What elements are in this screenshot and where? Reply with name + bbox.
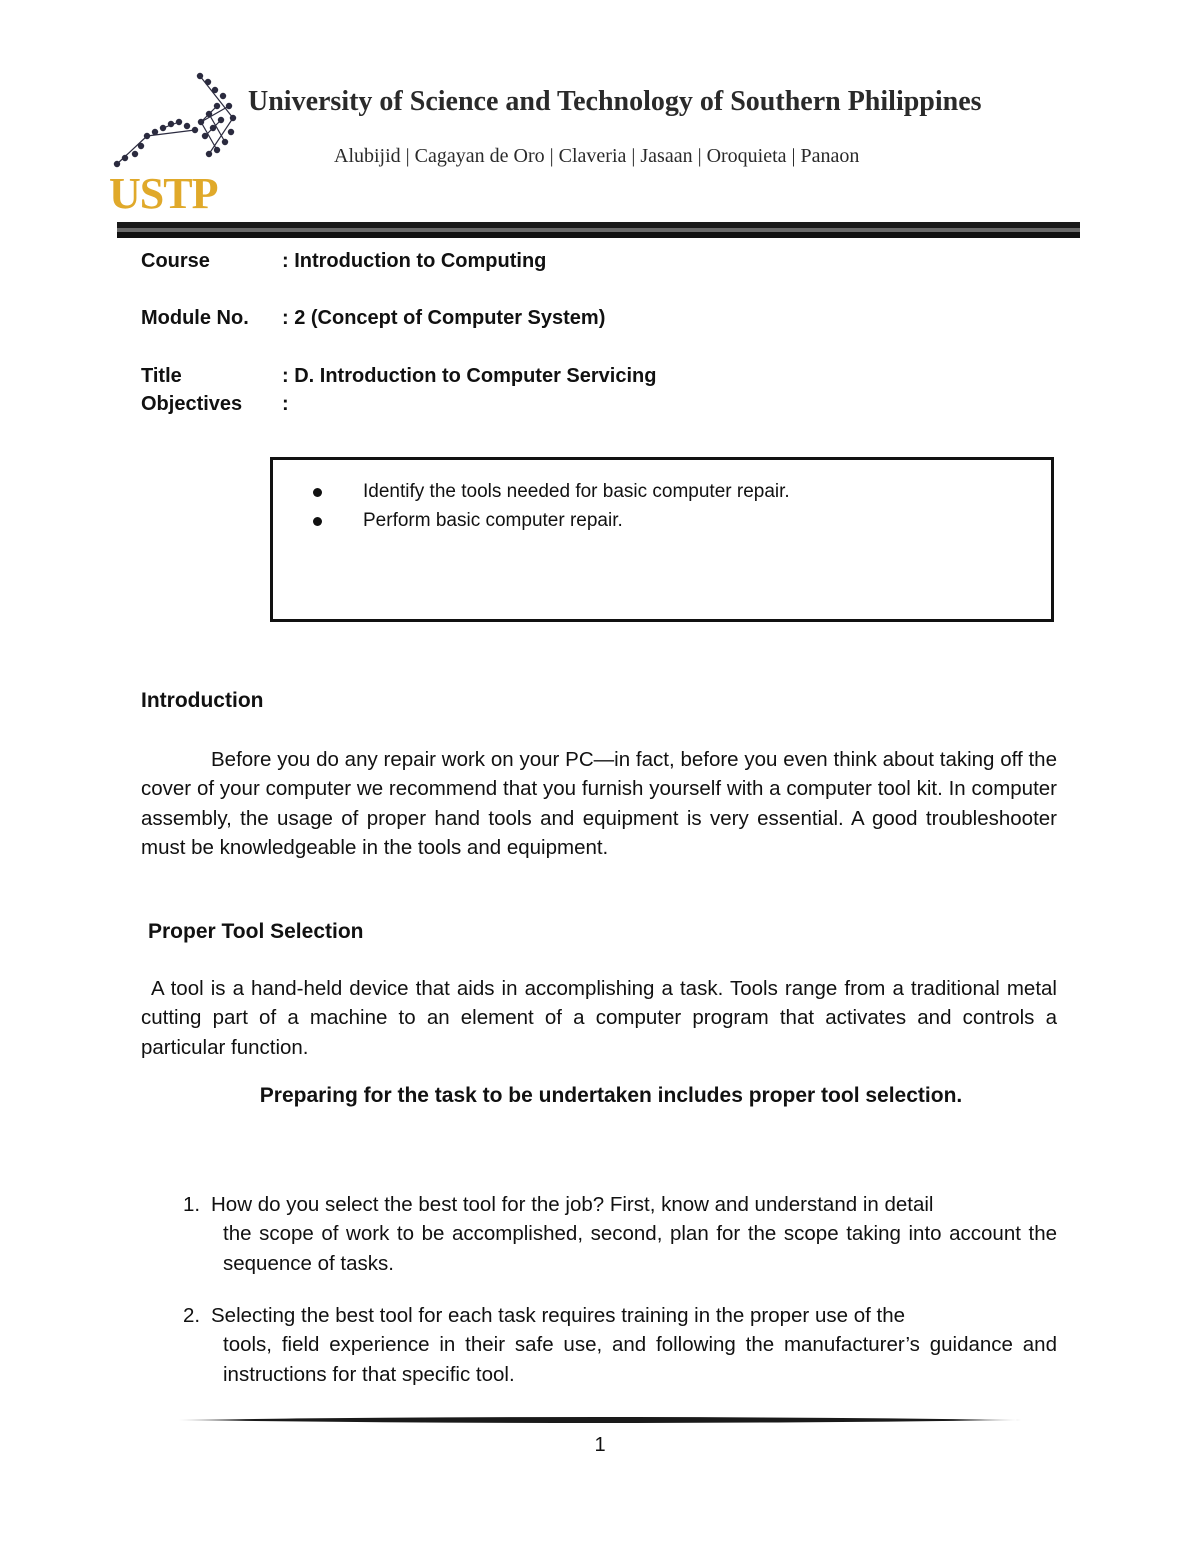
objectives-colon: : bbox=[282, 393, 289, 415]
objectives-box bbox=[270, 457, 1054, 622]
item-number: 1. bbox=[183, 1193, 201, 1216]
tool-selection-paragraph: A tool is a hand-held device that aids in accomplishing a task. Tools range from a traditional metal cutting part of a machine to an element of a computer program that activates and controls a particular function. bbox=[141, 977, 1057, 1059]
logo-wordmark: USTP bbox=[109, 169, 218, 218]
page-number: 1 bbox=[594, 1434, 606, 1456]
objective-text: Identify the tools needed for basic computer repair. bbox=[363, 481, 790, 502]
item-number: 2. bbox=[183, 1304, 201, 1327]
objective-item bbox=[273, 506, 1051, 535]
objectives-row bbox=[141, 393, 289, 416]
item-continuation: tools, field experience in their safe use, and following the manufacturer’s guidance and instructions for that specific tool. bbox=[223, 1333, 1057, 1386]
title-value: : D. Introduction to Computer Servicing bbox=[282, 365, 657, 387]
item-first-line: How do you select the best tool for the job? First, know and understand in detail bbox=[211, 1193, 934, 1216]
title-row bbox=[141, 365, 656, 388]
bullet-icon bbox=[313, 488, 322, 497]
course-value: : Introduction to Computing bbox=[282, 250, 547, 272]
ustp-logo-graphic bbox=[105, 70, 245, 180]
ustp-logo bbox=[105, 70, 245, 218]
numbered-item bbox=[183, 1190, 1057, 1278]
item-first-line: Selecting the best tool for each task requires training in the proper use of the bbox=[211, 1304, 905, 1327]
module-row bbox=[141, 307, 605, 330]
introduction-paragraph: Before you do any repair work on your PC—in fact, before you even think about taking off the cover of your computer we recommend that you furnish yourself with a computer tool kit. In computer assembly, the usage of proper hand tools and equipment is very essential. A good troubleshooter must be knowledgeable in the tools and equipment. bbox=[141, 748, 1057, 859]
course-row bbox=[141, 250, 546, 273]
tool-selection-emphasis: Preparing for the task to be undertaken includes proper tool selection. bbox=[259, 1084, 963, 1107]
footer-divider bbox=[178, 1414, 1021, 1426]
module-value: : 2 (Concept of Computer System) bbox=[282, 307, 606, 329]
module-label: Module No. bbox=[141, 307, 249, 329]
bullet-icon bbox=[313, 517, 322, 526]
header-divider bbox=[117, 222, 1080, 238]
tool-selection-heading: Proper Tool Selection bbox=[148, 920, 364, 943]
title-label: Title bbox=[141, 365, 182, 387]
objectives-list bbox=[273, 460, 1051, 535]
item-continuation: the scope of work to be accomplished, second, plan for the scope taking into account the sequence of tasks. bbox=[223, 1222, 1057, 1275]
objective-item bbox=[273, 477, 1051, 506]
campus-list: Alubijid | Cagayan de Oro | Claveria | Jasaan | Oroquieta | Panaon bbox=[334, 145, 860, 167]
university-name: University of Science and Technology of Southern Philippines bbox=[248, 86, 982, 117]
course-label: Course bbox=[141, 250, 210, 272]
objectives-label: Objectives bbox=[141, 393, 243, 415]
numbered-item bbox=[183, 1301, 1057, 1389]
objective-text: Perform basic computer repair. bbox=[363, 510, 623, 531]
introduction-heading: Introduction bbox=[141, 689, 264, 712]
